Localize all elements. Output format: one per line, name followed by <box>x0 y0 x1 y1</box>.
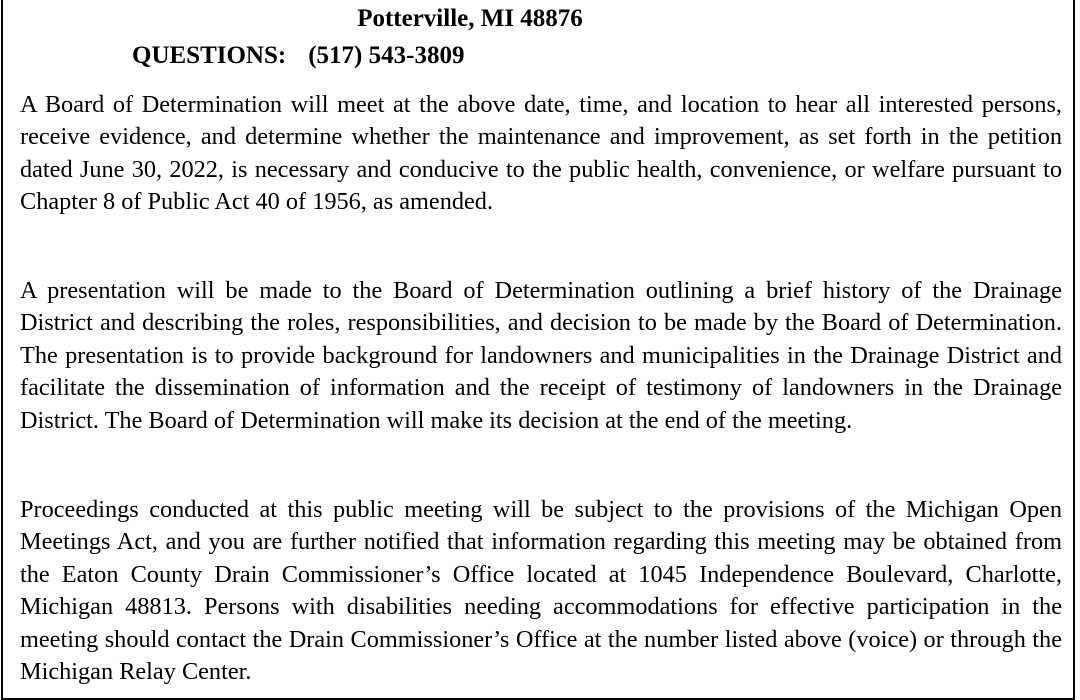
paragraph-board-meeting: A Board of Determination will meet at the above date, time, and location to hear all interested persons, receive evidence, and determine whether the maintenance and improvement, as set forth in the petition dated June 30, 2022, is necessary and conducive to the public health, convenience, or welfare pursuant to Chapter 8 of Public Act 40 of 1956, as amended. <box>20 91 1062 216</box>
paragraph-presentation: A presentation will be made to the Board of Determination outlining a brief history of the Drainage District and describing the roles, responsibilities, and decision to be made by the Board of Determination. The presentation is to provide background for landowners and municipalities in the Drainage District and facilitate the dissemination of information and the receipt of testimony of landowners in the Drainage District. The Board of Determination will make its decision at the end of the meeting. <box>20 277 1062 434</box>
address-line: Potterville, MI 48876 <box>357 5 583 32</box>
questions-line <box>132 38 464 74</box>
paragraph-proceedings: Proceedings conducted at this public meeting will be subject to the provisions of the Michigan Open Meetings Act, and you are further notified that information regarding this meeting may be obtained from the Eaton County Drain Commissioner’s Office located at 1045 Independence Boulevard, Charlotte, Michigan 48813. Persons with disabilities needing accommodations for effective participation in the meeting should contact the Drain Commissioner’s Office at the number listed above (voice) or through the Michigan Relay Center. <box>20 496 1062 686</box>
questions-label: QUESTIONS: <box>132 42 287 69</box>
questions-phone: (517) 543-3809 <box>308 42 465 69</box>
